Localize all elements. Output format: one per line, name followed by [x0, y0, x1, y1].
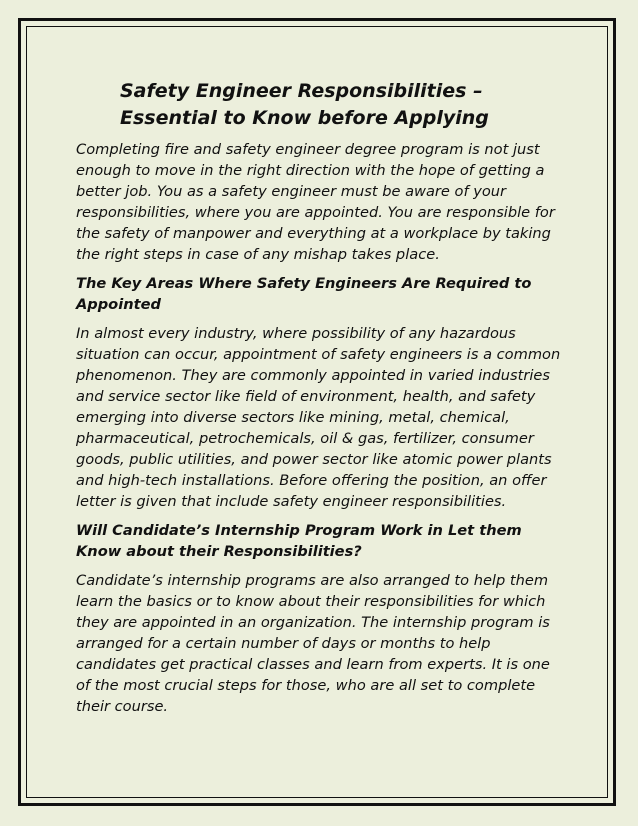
section-body-internship: Candidate’s internship programs are also arranged to help them learn the basics or to know about their responsibilities for which they are appointed in an organization. The internship program is arranged for a certain number of days or months to help candidates get practical classes and learn from experts. It is one of the most crucial steps for those, who are all set to complete their course.: [76, 572, 550, 715]
section-body-key-areas: In almost every industry, where possibility of any hazardous situation can occur, appointment of safety engineers is a common phenomenon. They are commonly appointed in varied industries and service sector like field of environment, health, and safety emerging into diverse sectors like mining, metal, chemical, pharmaceutical, petrochemicals, oil & gas, fertilizer, consumer goods, public utilities, and power sector like atomic power plants and high-tech installations. Before offering the position, an offer letter is given that include safety engineer responsibilities.: [76, 325, 561, 510]
document-body: [76, 78, 568, 725]
intro-paragraph: Completing fire and safety engineer degree program is not just enough to move in the right direction with the hope of getting a better job. You as a safety engineer must be aware of your responsibilities, where you are appointed. You are responsible for the safety of manpower and everything at a workplace by taking the right steps in case of any mishap takes place.: [76, 141, 555, 263]
document-title: Safety Engineer Responsibilities – Essential to Know before Applying: [120, 80, 489, 129]
section-heading-key-areas: The Key Areas Where Safety Engineers Are Required to Appointed: [76, 275, 532, 313]
section-heading-internship: Will Candidate’s Internship Program Work in Let them Know about their Responsibilities?: [76, 522, 522, 560]
